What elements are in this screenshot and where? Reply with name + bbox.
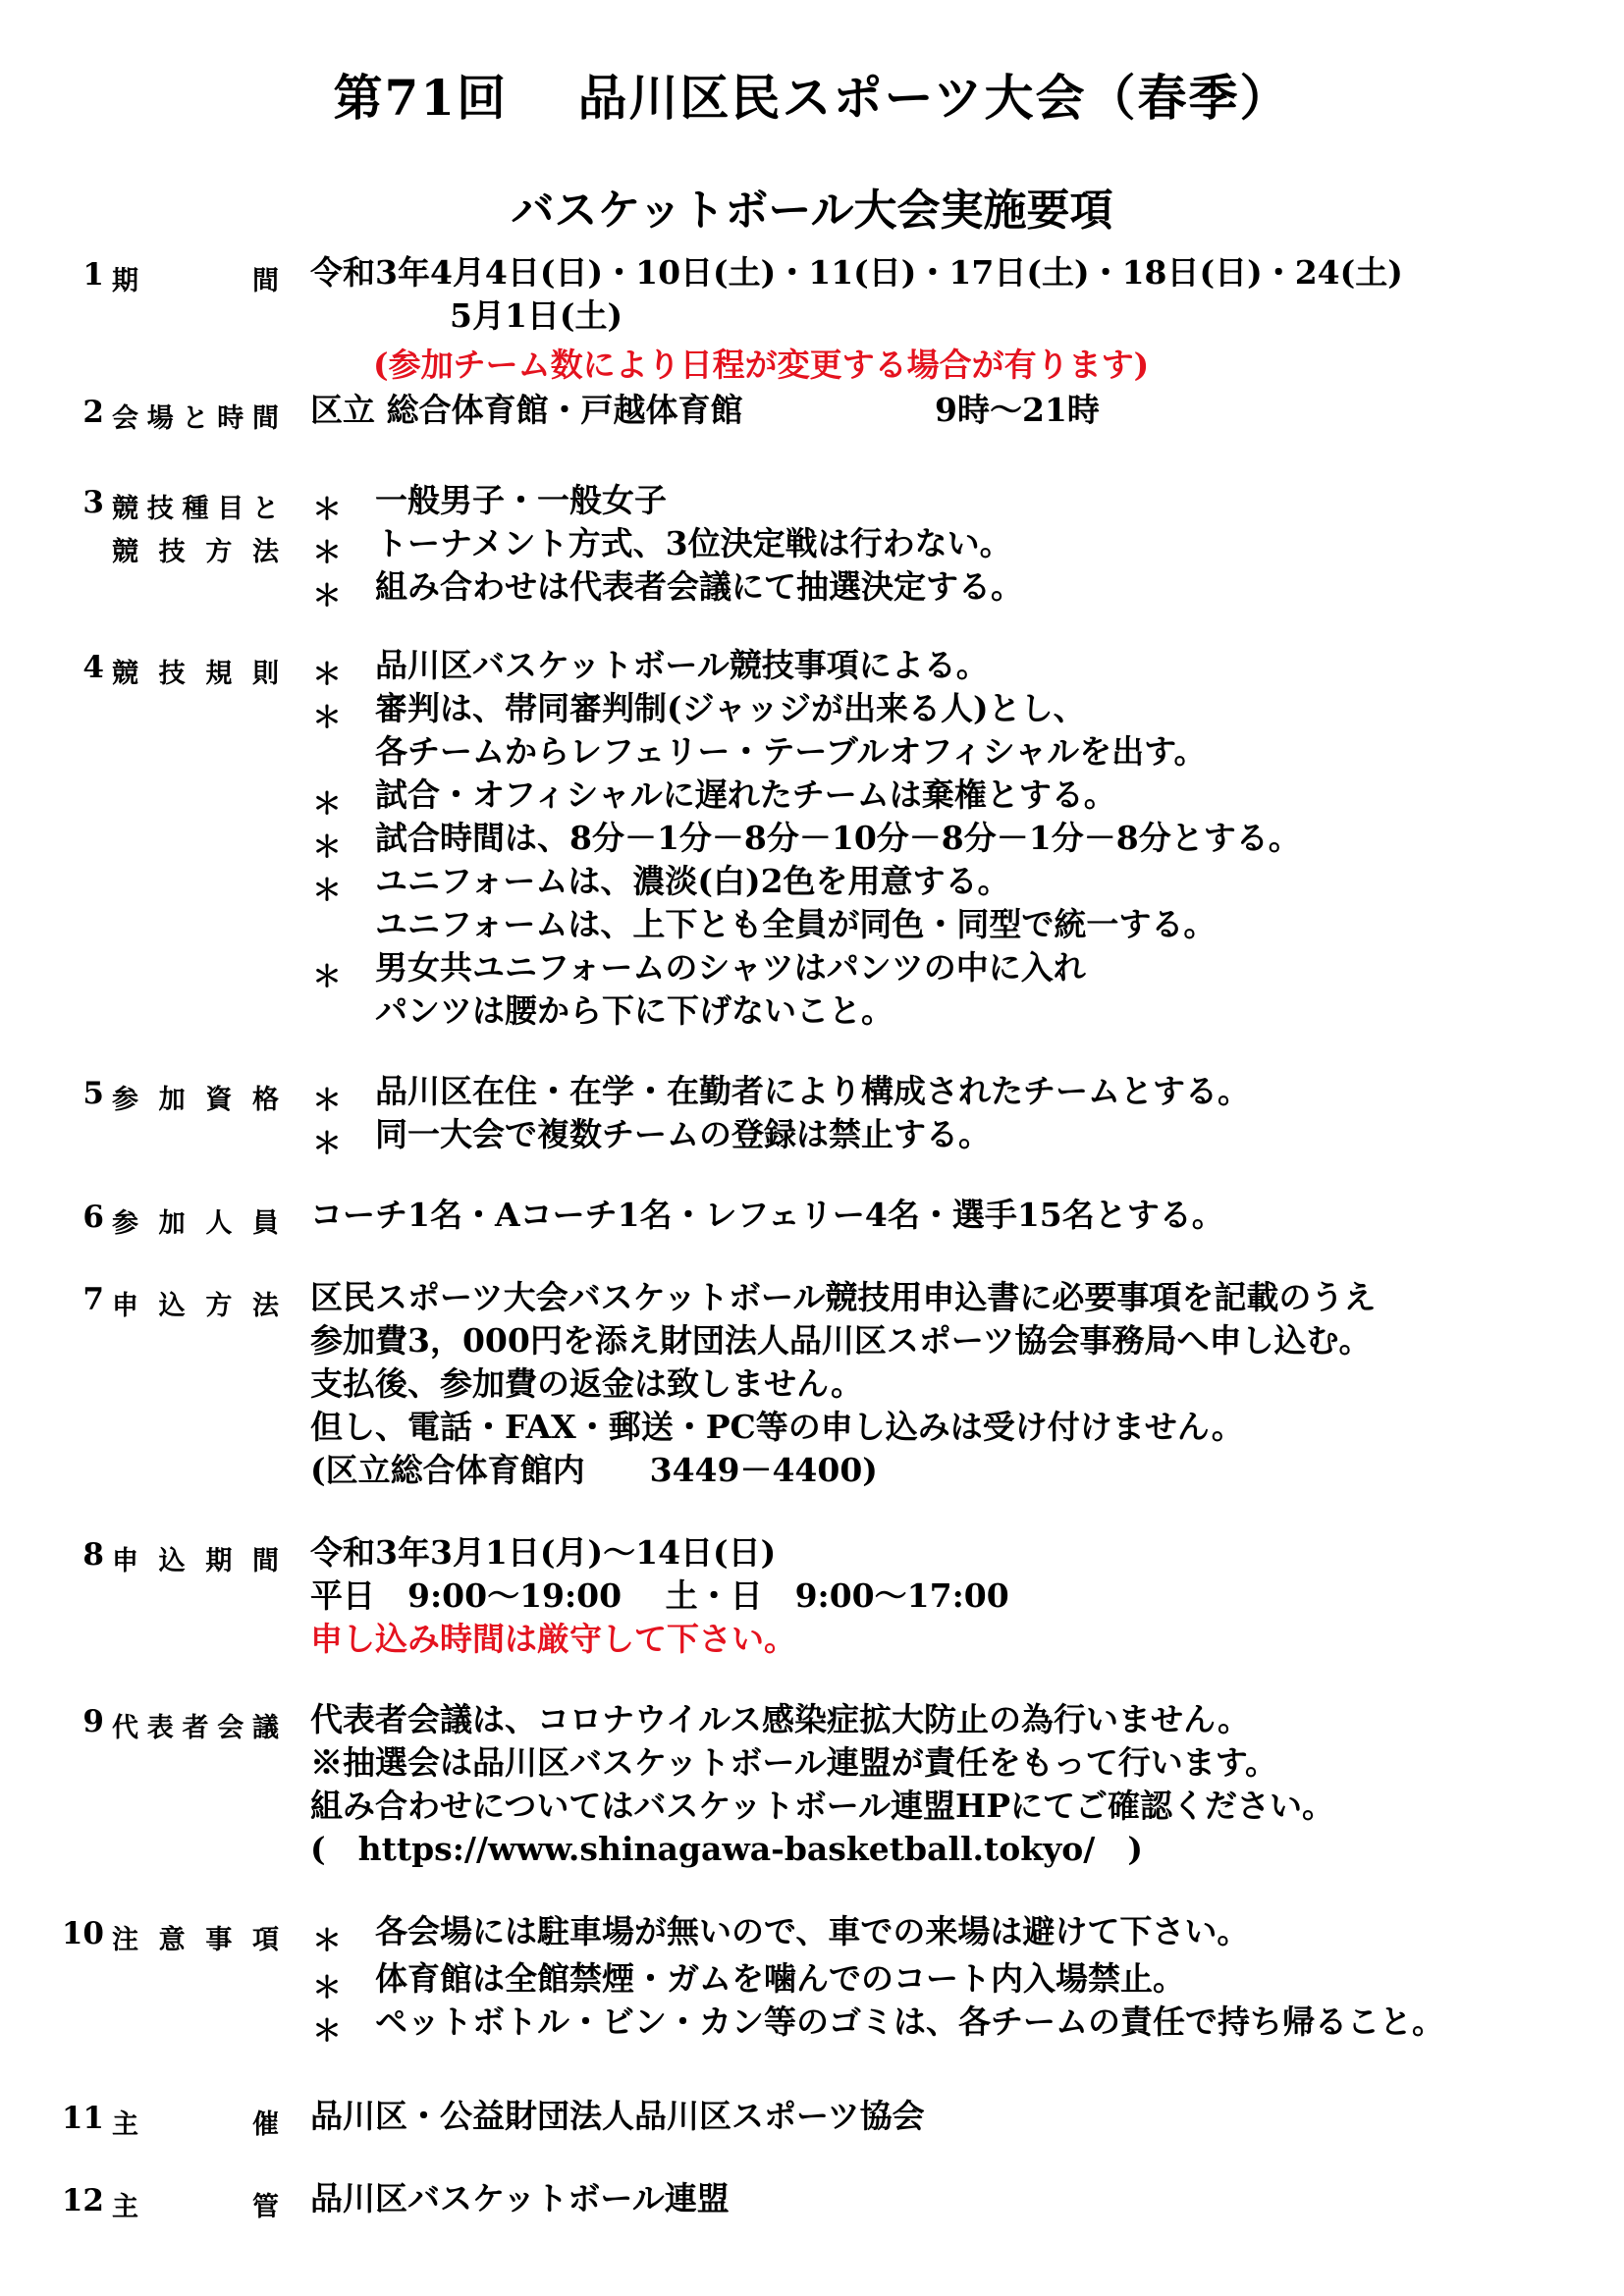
section-number: 7 [82,1282,104,1317]
bullet-item: 試合時間は、8分－1分－8分－10分－8分－1分－8分とする。 [375,819,1301,857]
bullet-star: ＊ [312,830,342,865]
section-label: 代表者会議 [112,1713,279,1743]
rep-meeting-line: ※抽選会は品川区バスケットボール連盟が責任をもって行います。 [310,1743,1278,1782]
bullet-star: ＊ [312,874,342,908]
application-line: 参加費3，000円を添え財団法人品川区スポーツ協会事務局へ申し込む。 [310,1321,1372,1360]
bullet-star: ＊ [312,787,342,822]
section-label: 競技規則 [112,659,279,689]
section-label: 注意事項 [112,1925,279,1955]
section-label: 参加人員 [112,1208,279,1239]
bullet-item: 組み合わせは代表者会議にて抽選決定する。 [375,567,1023,606]
section-number: 4 [82,650,104,685]
bullet-item-cont: 各チームからレフェリー・テーブルオフィシャルを出す。 [375,732,1207,771]
application-line: (区立総合体育館内 3449－4400) [310,1451,878,1489]
section-number: 10 [61,1916,104,1951]
bullet-star: ＊ [312,1127,342,1161]
section-label-2: 競技方法 [112,537,279,567]
bullet-item: ユニフォームは、濃淡(白)2色を用意する。 [375,862,1010,900]
bullet-star: ＊ [312,536,342,570]
application-period-note: 申し込み時間は厳守して下さい。 [310,1620,796,1658]
section-number: 11 [61,2101,104,2136]
bullet-item: トーナメント方式、3位決定戦は行わない。 [375,524,1012,562]
organizer-text: 品川区・公益財団法人品川区スポーツ協会 [310,2097,925,2135]
period-note: (参加チーム数により日程が変更する場合が有ります) [373,346,1150,384]
management-text: 品川区バスケットボール連盟 [310,2179,730,2217]
bullet-item: 試合・オフィシャルに遅れたチームは棄権とする。 [375,775,1116,814]
section-number: 12 [61,2183,104,2218]
application-line: 区民スポーツ大会バスケットボール競技用申込書に必要事項を記載のうえ [310,1278,1377,1316]
application-line: 支払後、参加費の返金は致しません。 [310,1364,863,1403]
section-number: 5 [82,1076,104,1111]
bullet-item: 体育館は全館禁煙・ガムを噛んでのコート内入場禁止。 [375,1959,1185,1998]
page-subtitle: バスケットボール大会実施要項 [511,186,1113,236]
bullet-item: 品川区バスケットボール競技事項による。 [375,646,989,684]
bullet-item-cont: パンツは腰から下に下げないこと。 [375,991,893,1030]
section-number: 8 [82,1537,104,1573]
venue-text: 区立 総合体育館・戸越体育館 [310,391,743,429]
rep-meeting-url: ( https://www.shinagawa-basketball.tokyo/ ) [310,1830,1143,1868]
bullet-item: 各会場には駐車場が無いので、車での来場は避けて下さい。 [375,1912,1250,1950]
application-period-line: 平日 9:00～19:00 土・日 9:00～17:00 [310,1576,1009,1615]
bullet-star: ＊ [312,493,342,527]
section-label: 参加資格 [112,1085,279,1115]
bullet-item-cont: ユニフォームは、上下とも全員が同色・同型で統一する。 [375,905,1217,943]
rep-meeting-line: 代表者会議は、コロナウイルス感染症拡大防止の為行いません。 [310,1700,1250,1738]
section-number: 6 [82,1200,104,1235]
section-number: 3 [82,485,104,520]
period-dates: 令和3年4月4日(日)・10日(土)・11(日)・17日(土)・18日(日)・24(土) [310,253,1403,292]
section-label: 会場と時間 [112,403,279,434]
period-dates-cont: 5月1日(土) [450,296,623,335]
bullet-star: ＊ [312,701,342,735]
bullet-star: ＊ [312,2014,342,2049]
section-number: 9 [82,1704,104,1739]
bullet-item: 一般男子・一般女子 [375,481,667,519]
section-label: 競技種目と [112,494,279,524]
section-number: 2 [82,395,104,430]
bullet-item: ペットボトル・ビン・カン等のゴミは、各チームの責任で持ち帰ること。 [375,2002,1444,2041]
section-label: 主 催 [112,2109,279,2140]
section-label: 申込方法 [112,1291,279,1321]
section-label: 主 管 [112,2192,279,2222]
application-period-line: 令和3年3月1日(月)～14日(日) [310,1533,777,1572]
bullet-star: ＊ [312,1971,342,2005]
section-label: 申込期間 [112,1546,279,1576]
bullet-item: 同一大会で複数チームの登録は禁止する。 [375,1115,991,1153]
bullet-star: ＊ [312,1084,342,1118]
section-label: 期 間 [112,266,279,296]
bullet-star: ＊ [312,960,342,994]
rep-meeting-line: 組み合わせについてはバスケットボール連盟HPにてご確認ください。 [310,1787,1335,1825]
bullet-star: ＊ [312,1924,342,1958]
application-line: 但し、電話・FAX・郵送・PC等の申し込みは受け付けません。 [310,1408,1244,1446]
bullet-item: 品川区在住・在学・在勤者により構成されたチームとする。 [375,1072,1250,1110]
section-number: 1 [82,257,104,293]
bullet-star: ＊ [312,579,342,614]
bullet-item: 審判は、帯同審判制(ジャッジが出来る人)とし、 [375,689,1086,727]
bullet-item: 男女共ユニフォームのシャツはパンツの中に入れ [375,948,1086,987]
venue-time: 9時～21時 [935,391,1100,429]
members-text: コーチ1名・Aコーチ1名・レフェリー4名・選手15名とする。 [310,1196,1224,1234]
page-title: 第71回 品川区民スポーツ大会（春季） [333,69,1291,127]
bullet-star: ＊ [312,658,342,692]
